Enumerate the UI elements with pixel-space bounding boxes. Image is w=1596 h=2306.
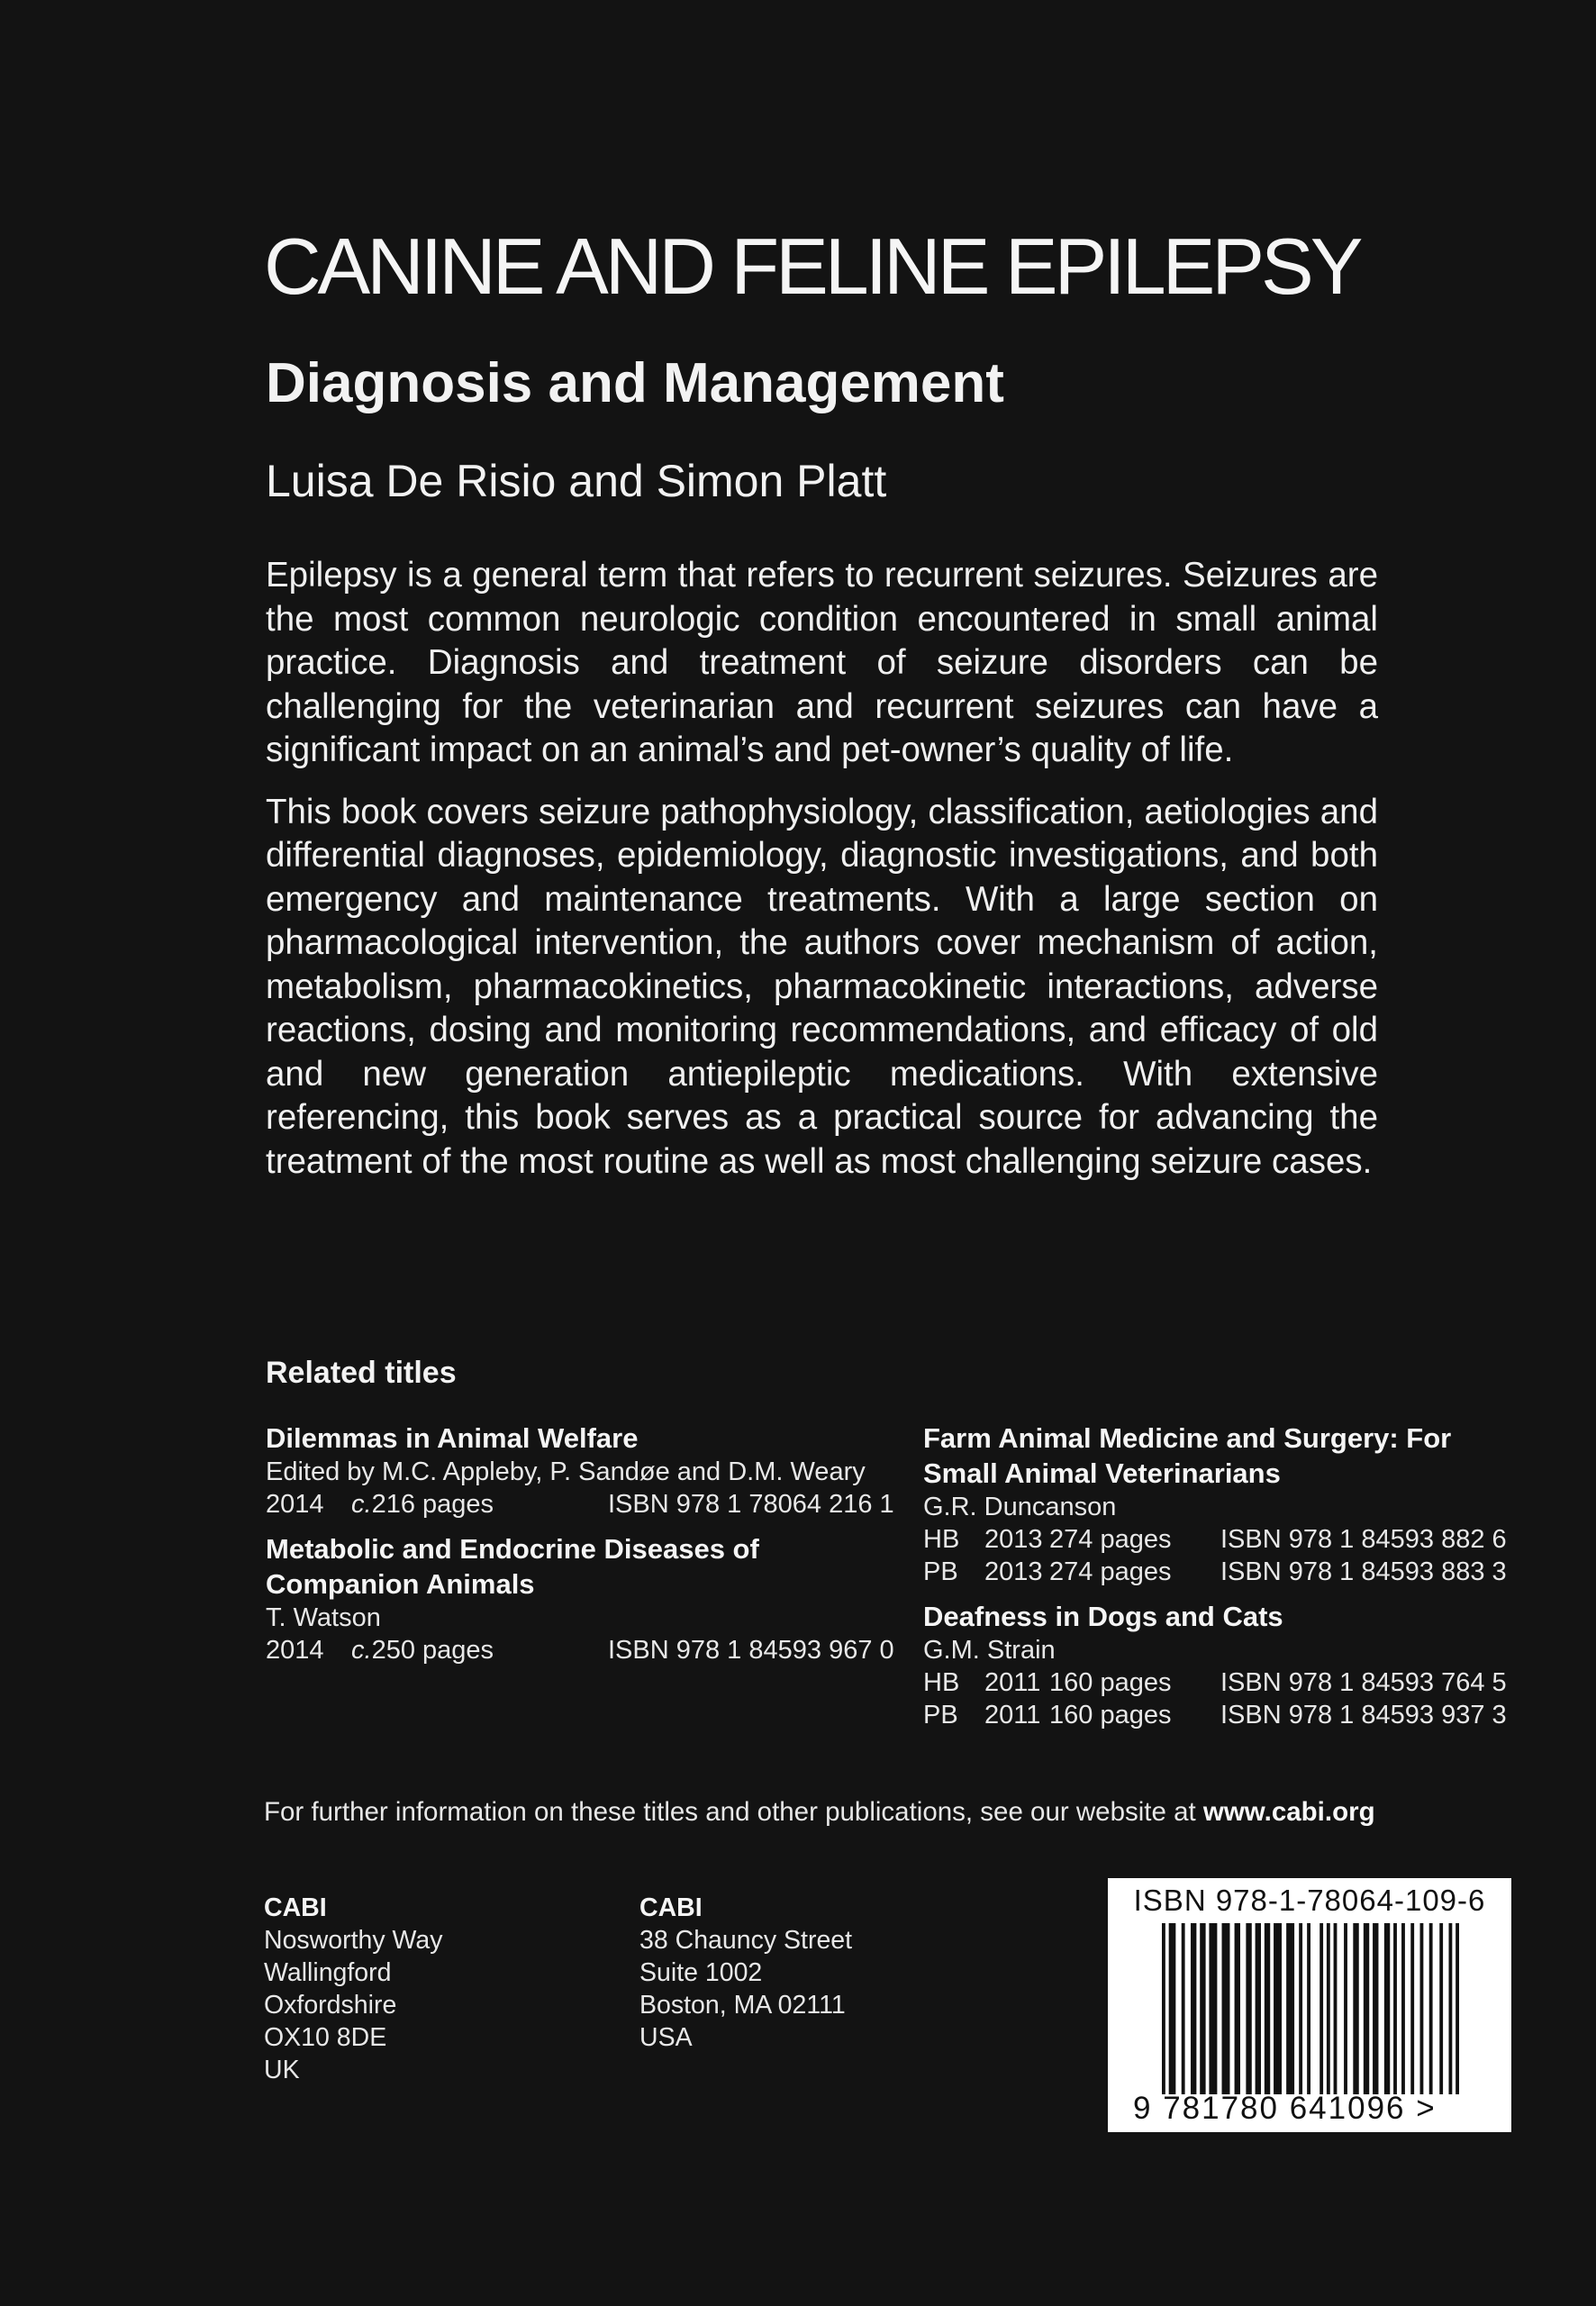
edition-pages-prefix: c. bbox=[351, 1490, 372, 1519]
related-book-edition bbox=[923, 1699, 1572, 1731]
barcode-bar bbox=[1334, 1923, 1338, 2094]
barcode-bar bbox=[1344, 1923, 1347, 2094]
barcode-bar bbox=[1222, 1923, 1230, 2094]
barcode-bar bbox=[1327, 1923, 1330, 2094]
book-description bbox=[266, 554, 1378, 1202]
barcode-bar bbox=[1200, 1923, 1205, 2094]
related-book-edition bbox=[266, 1634, 896, 1666]
barcode-bar bbox=[1246, 1923, 1251, 2094]
edition-year: 2011 bbox=[984, 1701, 1041, 1730]
related-book bbox=[923, 1599, 1572, 1731]
edition-pages-prefix: c. bbox=[351, 1636, 372, 1665]
barcode-bar bbox=[1169, 1923, 1173, 2094]
isbn-digits: 9 781780 641096 > bbox=[1133, 2091, 1437, 2126]
publisher-name: CABI bbox=[639, 1893, 703, 1922]
edition-format: PB bbox=[923, 1557, 958, 1586]
related-book bbox=[266, 1421, 896, 1521]
book-authors: Luisa De Risio and Simon Platt bbox=[266, 456, 887, 506]
address-line: USA bbox=[639, 2023, 693, 2052]
related-titles-heading: Related titles bbox=[266, 1356, 457, 1390]
address-line: Boston, MA 02111 bbox=[639, 1991, 846, 2020]
edition-year: 2014 bbox=[266, 1490, 324, 1519]
barcode-bar bbox=[1286, 1923, 1294, 2094]
barcode-bar bbox=[1319, 1923, 1323, 2094]
edition-year: 2013 bbox=[984, 1525, 1043, 1554]
barcode-bar bbox=[1429, 1923, 1433, 2094]
edition-isbn: ISBN 978 1 84593 764 5 bbox=[1220, 1668, 1507, 1697]
related-book-editor: T. Watson bbox=[266, 1603, 381, 1632]
description-paragraph: This book covers seizure pathophysiology, classification, aetiologies and differential diagnoses, epidemiology, diagnostic investigations, and both emergency and maintenance treatments. With a large section on pharmacological intervention, the authors cover mechanism of action, metabolism, pharmacokinetics, pharmacokinetic interactions, adverse reactions, dosing and monitoring recommendations, and efficacy of old and new generation antiepileptic medications. With extensive referencing, this book serves as a practical source for advancing the treatment of the most routine as well as most challenging seizure cases. bbox=[266, 792, 1378, 1181]
book-subtitle: Diagnosis and Management bbox=[266, 352, 1004, 414]
related-book bbox=[266, 1531, 896, 1666]
related-book-editor: Edited by M.C. Appleby, P. Sandøe and D.M. Weary bbox=[266, 1457, 866, 1486]
barcode-bar bbox=[1209, 1923, 1217, 2094]
related-book-title: Metabolic and Endocrine Diseases of Companion Animals bbox=[266, 1533, 759, 1600]
address-line: UK bbox=[264, 2056, 300, 2084]
edition-pages: 274 pages bbox=[1049, 1557, 1172, 1586]
edition-year: 2014 bbox=[266, 1636, 324, 1665]
edition-pages bbox=[351, 1488, 608, 1521]
barcode-bars bbox=[1162, 1923, 1459, 2103]
isbn-label: ISBN 978-1-78064-109-6 bbox=[1133, 1884, 1486, 1917]
address-line: 38 Chauncy Street bbox=[639, 1926, 853, 1955]
edition-isbn: ISBN 978 1 84593 883 3 bbox=[1220, 1557, 1507, 1586]
related-book-editor: G.M. Strain bbox=[923, 1636, 1056, 1665]
barcode-bar bbox=[1373, 1923, 1378, 2094]
isbn-barcode bbox=[1108, 1878, 1511, 2132]
address-line: Oxfordshire bbox=[264, 1991, 397, 2020]
edition-year: 2011 bbox=[984, 1668, 1041, 1697]
barcode-bar bbox=[1439, 1923, 1443, 2094]
barcode-bar bbox=[1235, 1923, 1240, 2094]
edition-isbn: ISBN 978 1 78064 216 1 bbox=[608, 1490, 894, 1519]
barcode-bar bbox=[1448, 1923, 1452, 2094]
edition-isbn: ISBN 978 1 84593 882 6 bbox=[1220, 1525, 1507, 1554]
address-line: OX10 8DE bbox=[264, 2023, 387, 2052]
related-titles-left-column bbox=[266, 1421, 896, 1677]
edition-isbn: ISBN 978 1 84593 967 0 bbox=[608, 1636, 894, 1665]
description-paragraph: Epilepsy is a general term that refers to recurrent seizures. Seizures are the most common neurologic condition encountered in small animal practice. Diagnosis and treatment of seizure disorders can be challenging for the veterinarian and recurrent seizures can have a significant impact on an animal’s and pet-owner’s quality of life. bbox=[266, 556, 1378, 769]
barcode-bar bbox=[1307, 1923, 1310, 2094]
barcode-bar bbox=[1401, 1923, 1405, 2094]
edition-pages: 160 pages bbox=[1049, 1668, 1172, 1697]
edition-pages: 160 pages bbox=[1049, 1701, 1172, 1730]
further-information bbox=[264, 1797, 1375, 1828]
edition-pages: 274 pages bbox=[1049, 1525, 1172, 1554]
publisher-address-uk bbox=[264, 1892, 442, 2086]
related-book bbox=[923, 1421, 1572, 1588]
barcode-bar bbox=[1299, 1923, 1302, 2094]
barcode-bar bbox=[1353, 1923, 1358, 2094]
barcode-bar bbox=[1256, 1923, 1261, 2094]
barcode-bar bbox=[1455, 1923, 1459, 2094]
related-titles-right-column bbox=[923, 1421, 1572, 1742]
related-book-edition bbox=[923, 1523, 1572, 1556]
address-line: Suite 1002 bbox=[639, 1958, 763, 1987]
further-information-text: For further information on these titles and other publications, see our website at bbox=[264, 1797, 1203, 1827]
related-book-title: Farm Animal Medicine and Surgery: For Small Animal Veterinarians bbox=[923, 1422, 1452, 1489]
related-book-edition bbox=[923, 1556, 1572, 1588]
related-book-edition bbox=[923, 1666, 1572, 1699]
edition-format: PB bbox=[923, 1701, 958, 1730]
barcode-bar bbox=[1393, 1923, 1397, 2094]
edition-year: 2013 bbox=[984, 1557, 1043, 1586]
edition-pages-count: 250 pages bbox=[371, 1636, 494, 1665]
barcode-bar bbox=[1384, 1923, 1390, 2094]
edition-isbn: ISBN 978 1 84593 937 3 bbox=[1220, 1701, 1507, 1730]
edition-format: HB bbox=[923, 1525, 960, 1554]
website-link[interactable]: www.cabi.org bbox=[1202, 1797, 1375, 1827]
related-book-title: Deafness in Dogs and Cats bbox=[923, 1601, 1283, 1632]
barcode-bar bbox=[1162, 1923, 1165, 2094]
edition-pages bbox=[351, 1634, 608, 1666]
related-book-edition bbox=[266, 1488, 896, 1521]
related-book-title: Dilemmas in Animal Welfare bbox=[266, 1422, 639, 1454]
publisher-address-us bbox=[639, 1892, 852, 2054]
barcode-bar bbox=[1274, 1923, 1282, 2094]
related-book-editor: G.R. Duncanson bbox=[923, 1493, 1117, 1521]
edition-format: HB bbox=[923, 1668, 960, 1697]
barcode-bar bbox=[1410, 1923, 1414, 2094]
book-title: CANINE AND FELINE EPILEPSY bbox=[264, 222, 1360, 311]
barcode-bar bbox=[1191, 1923, 1196, 2094]
edition-pages-count: 216 pages bbox=[371, 1490, 494, 1519]
barcode-bar bbox=[1420, 1923, 1424, 2094]
barcode-bar bbox=[1173, 1923, 1176, 2094]
address-line: Wallingford bbox=[264, 1958, 392, 1987]
barcode-bar bbox=[1364, 1923, 1369, 2094]
barcode-bar bbox=[1265, 1923, 1270, 2094]
barcode-bar bbox=[1182, 1923, 1185, 2094]
publisher-name: CABI bbox=[264, 1893, 327, 1922]
address-line: Nosworthy Way bbox=[264, 1926, 443, 1955]
